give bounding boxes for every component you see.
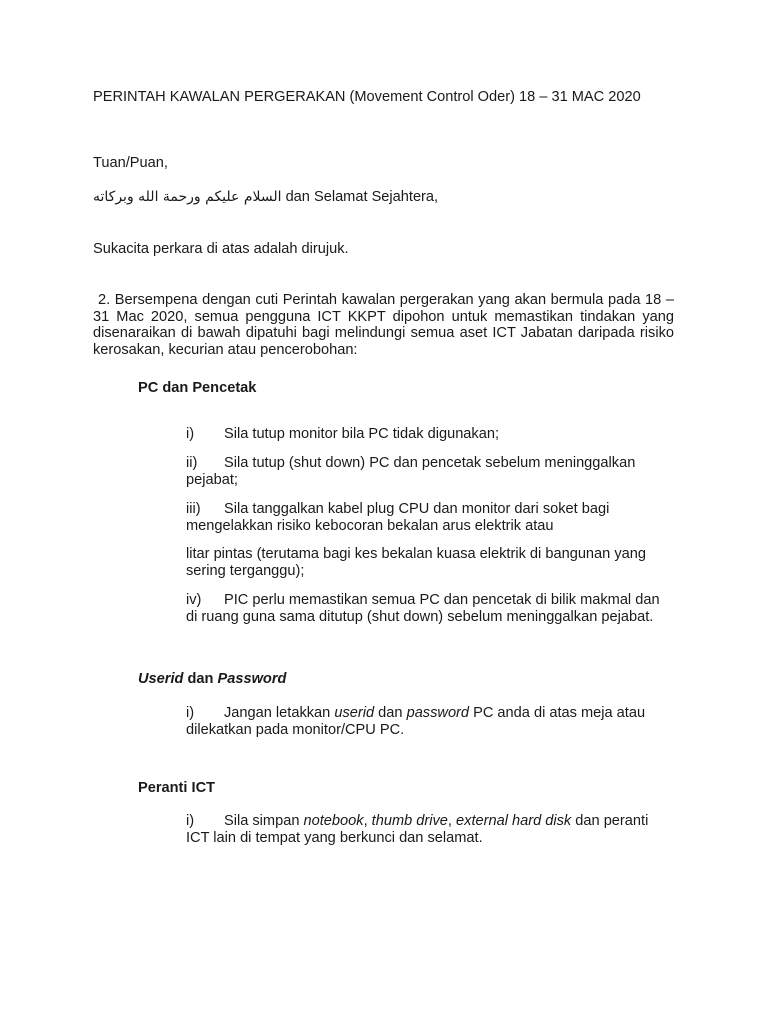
heading-userid-word: Userid — [138, 671, 184, 687]
section-heading-pc: PC dan Pencetak — [138, 380, 257, 396]
list-item-text: Jangan letakkan — [224, 705, 335, 721]
greeting-line — [93, 189, 693, 206]
greeting-text: dan Selamat Sejahtera, — [281, 189, 439, 205]
paragraph-2 — [93, 292, 674, 358]
list-item-em: external hard disk — [456, 813, 572, 829]
paragraph-2-text: 2. Bersempena dengan cuti Perintah kawalan pergerakan yang akan bermula pada 18 – 31 Mac 2020, semua pengguna ICT KKPT dipohon untuk memastikan tindakan yang disenaraikan di bawah dipatuhi bagi melindungi semua aset ICT Jabatan daripada risiko kerosakan, kecurian atau pencerobohan: — [93, 292, 674, 358]
list-item-continuation — [186, 546, 674, 579]
list-item-number: i) — [186, 705, 195, 721]
list-item — [186, 501, 674, 534]
section-heading-userid — [138, 671, 286, 688]
list-item-number: i) — [186, 813, 195, 829]
list-item-number: ii) — [186, 455, 198, 471]
list-item-text: Sila tutup monitor bila PC tidak digunakan; — [224, 426, 500, 442]
list-item — [186, 455, 674, 488]
list-item — [186, 705, 674, 738]
list-item — [186, 426, 674, 443]
list-item-text: PC anda di atas meja atau dilekatkan pada monitor/CPU PC. — [186, 705, 646, 738]
document-title: PERINTAH KAWALAN PERGERAKAN (Movement Control Oder) 18 – 31 MAC 2020 — [93, 89, 641, 105]
list-item-text: dan peranti ICT lain di tempat yang berkunci dan selamat. — [186, 813, 649, 846]
list-item — [186, 813, 674, 846]
list-item-text: dan — [374, 705, 407, 721]
list-item-text: PIC perlu memastikan semua PC dan pencetak di bilik makmal dan di ruang guna sama ditutup (shut down) sebelum meninggalkan pejabat. — [186, 592, 660, 625]
arabic-greeting: السلام عليكم ورحمة الله وبركاته — [93, 189, 282, 205]
list-item-text: Sila tanggalkan kabel plug CPU dan monitor dari soket bagi mengelakkan risiko kebocoran bekalan arus elektrik atau — [186, 501, 610, 534]
list-item-em: userid — [334, 705, 375, 721]
list-item-number: i) — [186, 426, 195, 442]
list-item-em: thumb drive — [371, 813, 448, 829]
list-item-number: iii) — [186, 501, 201, 517]
salutation: Tuan/Puan, — [93, 155, 168, 171]
list-item — [186, 592, 674, 625]
heading-password-word: Password — [217, 671, 287, 687]
reference-line: Sukacita perkara di atas adalah dirujuk. — [93, 241, 349, 257]
list-item-number: iv) — [186, 592, 202, 608]
section-heading-ict: Peranti ICT — [138, 780, 216, 796]
list-item-text: , — [363, 813, 372, 829]
list-item-em: notebook — [303, 813, 364, 829]
list-item-text: Sila tutup (shut down) PC dan pencetak sebelum meninggalkan pejabat; — [186, 455, 636, 488]
list-item-em: password — [406, 705, 470, 721]
list-item-text: , — [447, 813, 457, 829]
list-item-text: litar pintas (terutama bagi kes bekalan kuasa elektrik di bangunan yang sering terganggu); — [186, 546, 646, 579]
list-item-text: Sila simpan — [224, 813, 304, 829]
heading-and-word: dan — [183, 671, 218, 687]
